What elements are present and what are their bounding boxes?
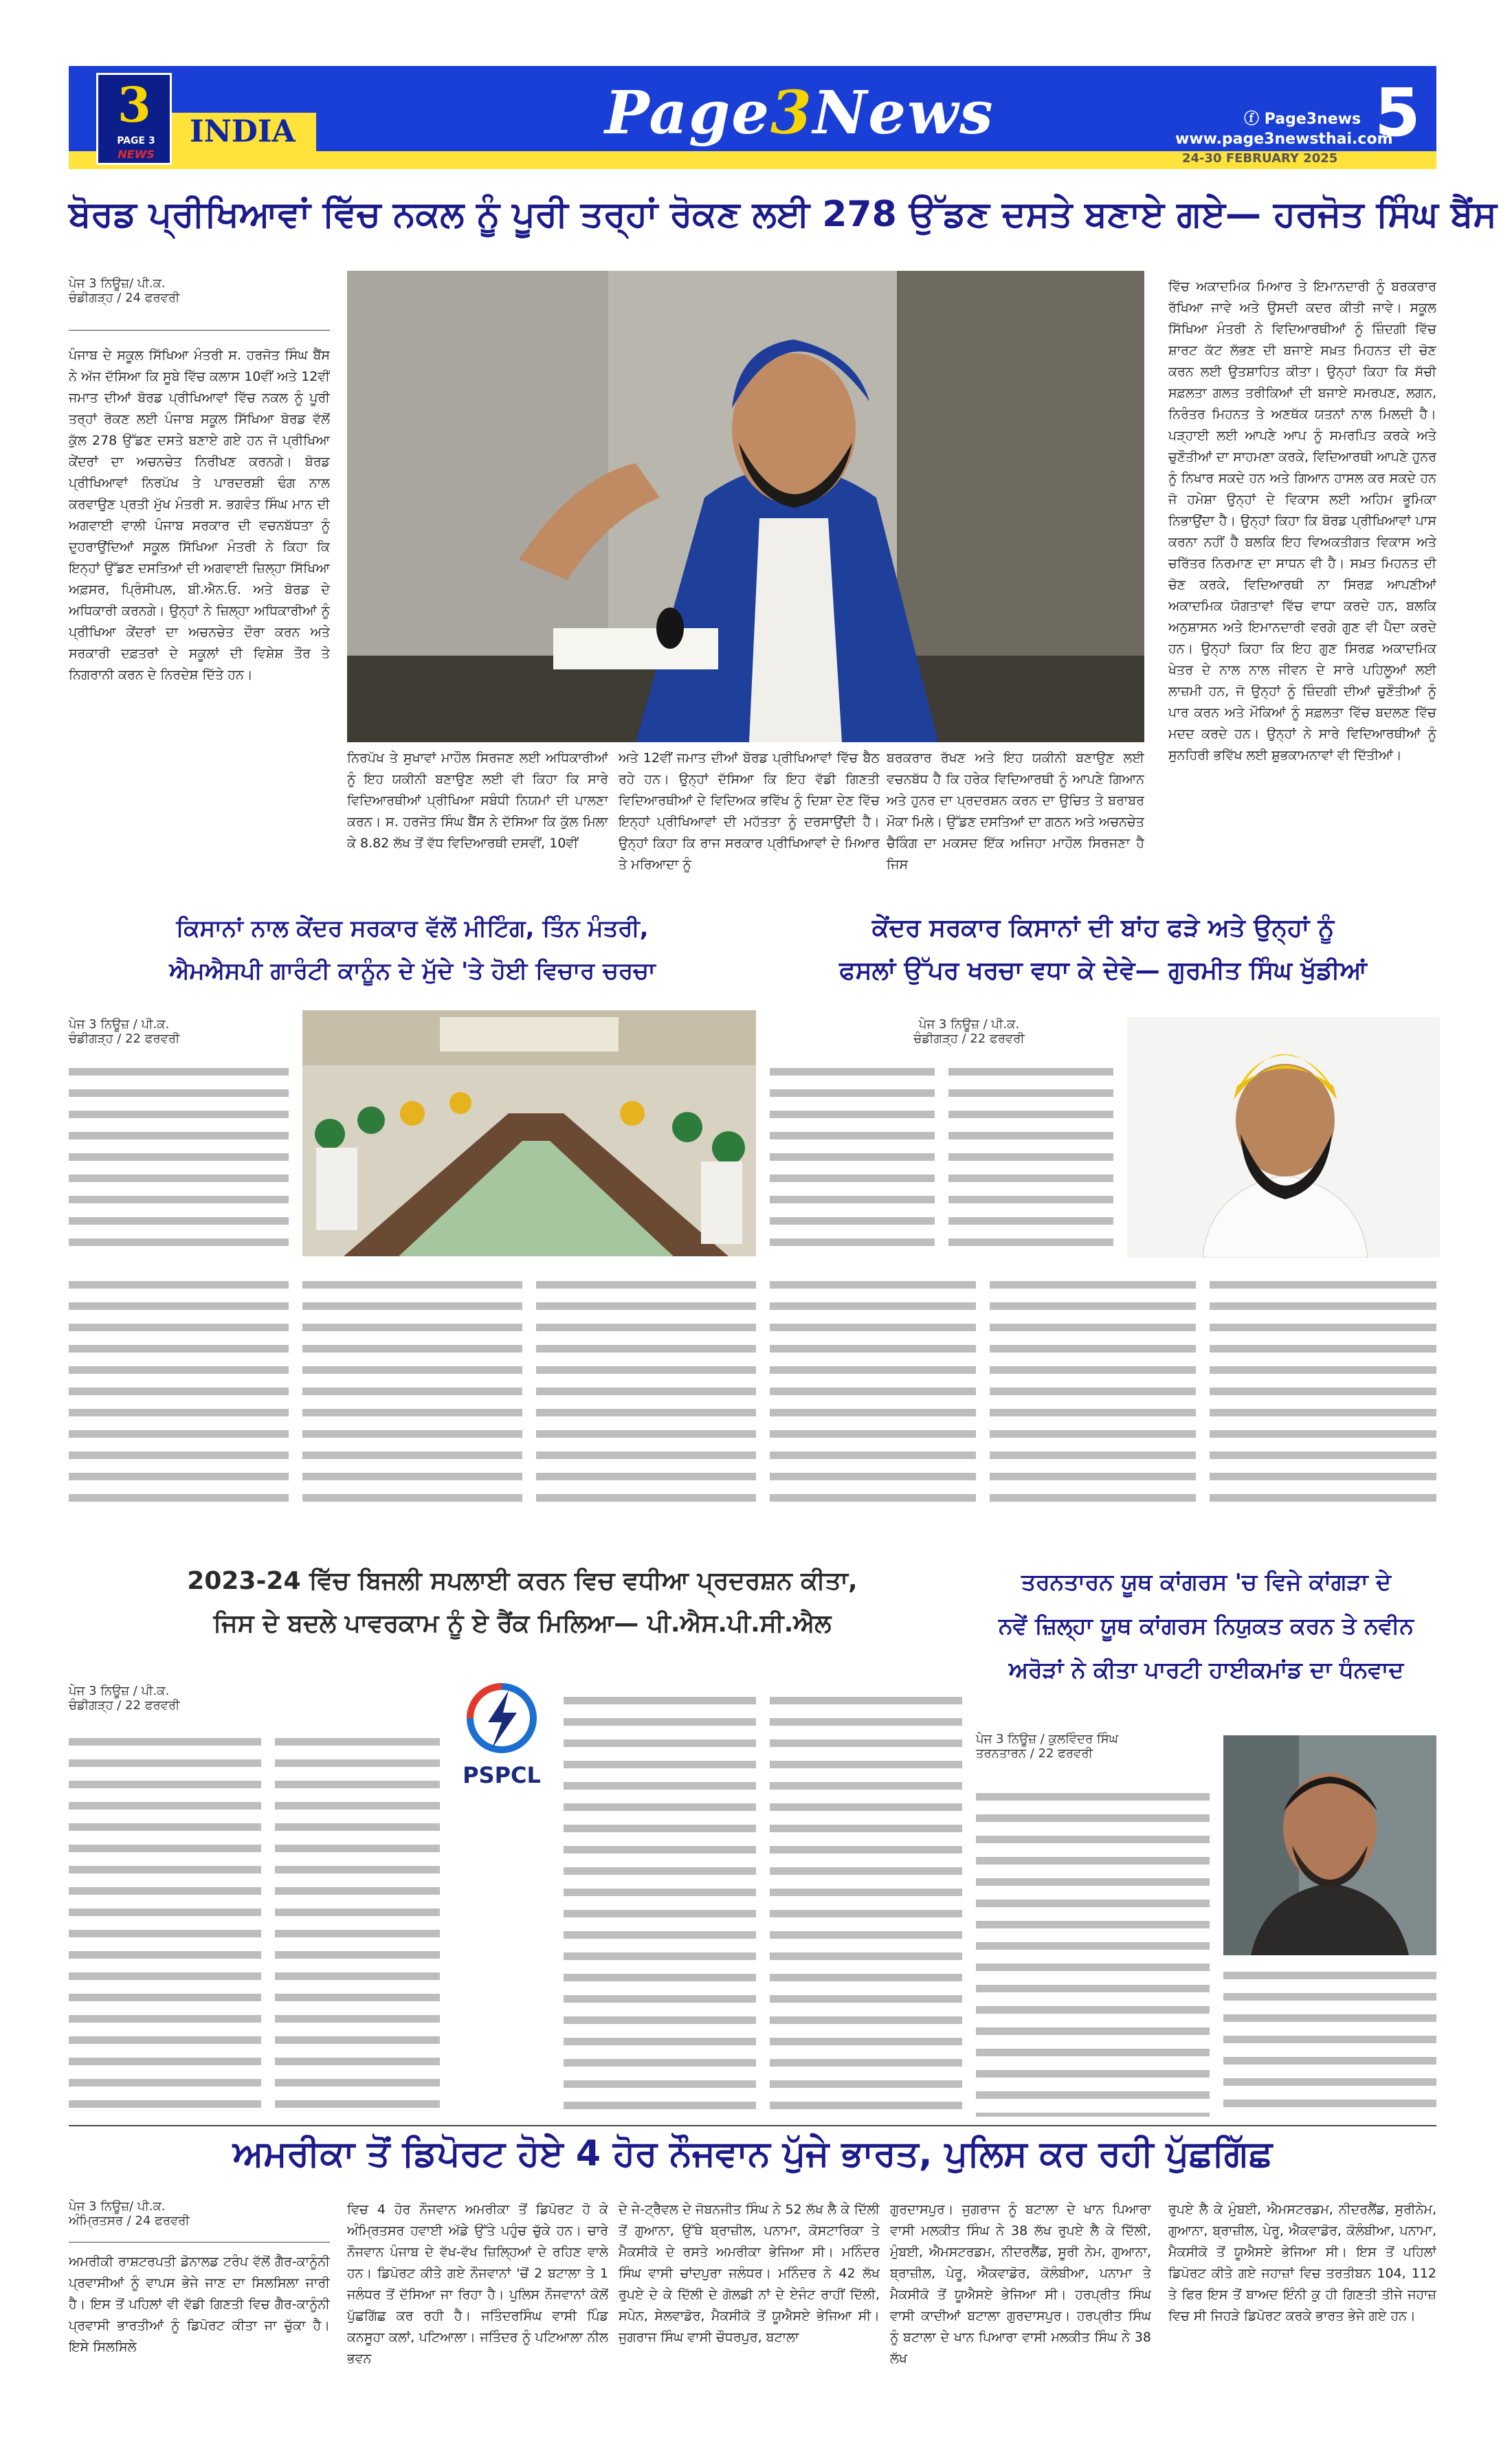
article2-headline <box>69 907 756 992</box>
facebook-handle <box>1244 107 1361 129</box>
article1-byline <box>69 276 330 305</box>
article1-col4: ਬਰਕਰਾਰ ਰੱਖਣ ਅਤੇ ਇਹ ਯਕੀਨੀ ਬਣਾਉਣ ਲਈ ਵਚਨਬੱਧ ਹੈ ਕਿ ਹਰੇਕ ਵਿਦਿਆਰਥੀ ਨੂੰ ਆਪਣੇ ਗਿਆਨ ਅਤੇ ਹੁਨਰ ਦਾ ਪ੍ਰਦਰਸ਼ਨ ਕਰਨ ਦਾ ਉਚਿਤ ਤੇ ਬਰਾਬਰ ਮੌਕਾ ਮਿਲੇ। ਉੱਡਣ ਦਸਤਿਆਂ ਦਾ ਗਠਨ ਅਤੇ ਅਚਨਚੇਤ ਚੈਕਿੰਗ ਦਾ ਮਕਸਦ ਇੱਕ ਅਜਿਹਾ ਮਾਹੌਲ ਸਿਰਜਣਾ ਹੈ ਜਿਸ <box>887 750 1144 872</box>
article5-headline-line2: ਨਵੇਂ ਜ਼ਿਲ੍ਹਾ ਯੂਥ ਕਾਂਗਰਸ ਨਿਯੁਕਤ ਕਰਨ ਤੇ ਨਵੀਨ <box>999 1612 1414 1639</box>
logo-small-text: PAGE 3 <box>117 135 155 146</box>
minister-illustration <box>347 271 1144 742</box>
brand-three: 3 <box>770 78 813 148</box>
meeting-illustration <box>302 1010 756 1256</box>
article5-text-col1 <box>976 1787 1210 2117</box>
section-rule <box>69 2125 1436 2126</box>
article3-photo-khudian <box>1127 1017 1440 1258</box>
brand-suffix: News <box>812 78 994 148</box>
article6-col5: ਰੁਪਏ ਲੈ ਕੇ ਮੁੰਬਈ, ਐਮਸਟਰਡਮ, ਨੀਦਰਲੈਂਡ, ਸੁਰੀਨੇਮ, ਗੁਆਨਾ, ਬ੍ਰਾਜ਼ੀਲ, ਪੇਰੂ, ਐਕਵਾਡੋਰ, ਕੋਲੰਬੀਆ, ਪਨਾਮਾ, ਮੈਕਸੀਕੋ ਤੋਂ ਯੂਐਸਏ ਭੇਜਿਆ ਸੀ। ਇਸ ਤੋਂ ਪਹਿਲਾਂ ਡਿਪੋਰਟ ਕੀਤੇ ਗਏ ਜਹਾਜ਼ਾਂ ਵਿਚ ਤਰਤੀਬਨ 104, 112 ਤੇ ਫਿਰ ਇਸ ਤੋਂ ਬਾਅਦ ਇੰਨੀ ਕੁ ਹੀ ਗਿਣਤੀ ਤੀਜੇ ਜਹਾਜ਼ ਵਿਚ ਸੀ ਜਿਹੜੇ ਡਿਪੋਰਟ ਕਰਕੇ ਭਾਰਤ ਭੇਜੇ ਗਏ ਹਨ। <box>1168 2202 1436 2324</box>
article5-text-col2 <box>1223 1966 1436 2117</box>
article3-byline <box>797 1017 1141 1046</box>
byline-place: ਚੰਡੀਗੜ੍ਹ / 22 ਫਰਵਰੀ <box>69 1032 180 1046</box>
article4-headline-line1: 2023-24 ਵਿੱਚ ਬਿਜਲੀ ਸਪਲਾਈ ਕਰਨ ਵਿਚ ਵਧੀਆ ਪ੍ਰਦਰਸ਼ਨ ਕੀਤਾ, <box>187 1567 858 1595</box>
naveen-illustration <box>1223 1735 1436 1955</box>
logo-number: 3 <box>118 76 151 133</box>
article3-text-col1 <box>770 1062 935 1254</box>
article1-headline: ਬੋਰਡ ਪ੍ਰੀਖਿਆਵਾਂ ਵਿੱਚ ਨਕਲ ਨੂੰ ਪੂਰੀ ਤਰ੍ਹਾਂ ਰੋਕਣ ਲਈ 278 ਉੱਡਣ ਦਸਤੇ ਬਣਾਏ ਗਏ— ਹਰਜੋਤ ਸਿੰਘ ਬੈਂਸ <box>69 194 1497 235</box>
article3-text-col5 <box>1210 1275 1436 1509</box>
article1-photo-minister <box>347 271 1144 742</box>
khudian-illustration <box>1127 1017 1440 1258</box>
byline-source: ਪੇਜ 3 ਨਿਊਜ਼ / ਪੀ.ਕ. <box>918 1017 1020 1032</box>
byline-place: ਅੰਮ੍ਰਿਤਸਰ / 24 ਫਰਵਰੀ <box>69 2214 190 2228</box>
newspaper-brand <box>605 78 994 148</box>
article3-text-col4 <box>990 1275 1196 1509</box>
article1-col3: ਅਤੇ 12ਵੀਂ ਜਮਾਤ ਦੀਆਂ ਬੋਰਡ ਪ੍ਰੀਖਿਆਵਾਂ ਵਿੱਚ ਬੈਠ ਰਹੇ ਹਨ। ਉਨ੍ਹਾਂ ਦੱਸਿਆ ਕਿ ਇਹ ਵੱਡੀ ਗਿਣਤੀ ਵਿਦਿਆਰਥੀਆਂ ਦੇ ਵਿਦਿਅਕ ਭਵਿੱਖ ਨੂੰ ਦਿਸ਼ਾ ਦੇਣ ਵਿੱਚ ਇਨ੍ਹਾਂ ਪ੍ਰੀਖਿਆਵਾਂ ਦੀ ਮਹੱਤਤਾ ਨੂੰ ਦਰਸਾਉਂਦੀ ਹੈ। ਉਨ੍ਹਾਂ ਕਿਹਾ ਕਿ ਰਾਜ ਸਰਕਾਰ ਪ੍ਰੀਖਿਆਵਾਂ ਦੇ ਮਿਆਰ ਤੇ ਮਰਿਆਦਾ ਨੂੰ <box>619 750 880 872</box>
article6-col1: ਅਮਰੀਕੀ ਰਾਸ਼ਟਰਪਤੀ ਡੋਨਾਲਡ ਟਰੰਪ ਵੱਲੋਂ ਗੈਰ-ਕਾਨੂੰਨੀ ਪ੍ਰਵਾਸੀਆਂ ਨੂੰ ਵਾਪਸ ਭੇਜੇ ਜਾਣ ਦਾ ਸਿਲਸਿਲਾ ਜਾਰੀ ਹੈ। ਇਸ ਤੋਂ ਪਹਿਲਾਂ ਵੀ ਵੱਡੀ ਗਿਣਤੀ ਵਿਚ ਗੈਰ-ਕਾਨੂੰਨੀ ਪ੍ਰਵਾਸੀ ਭਾਰਤੀਆਂ ਨੂੰ ਡਿਪੋਰਟ ਕੀਤਾ ਜਾ ਚੁੱਕਾ ਹੈ। ਇਸੇ ਸਿਲਸਿਲੇ <box>69 2254 330 2355</box>
article2-headline-line2: ਐਮਐਸਪੀ ਗਾਰੰਟੀ ਕਾਨੂੰਨ ਦੇ ਮੁੱਦੇ 'ਤੇ ਹੋਈ ਵਿਚਾਰ ਚਰਚਾ <box>169 957 656 985</box>
brand-prefix: Page <box>605 78 770 148</box>
pspcl-logo <box>454 1677 550 1794</box>
article4-text-col4 <box>770 1691 962 2117</box>
article2-photo-meeting <box>302 1010 756 1256</box>
byline-source: ਪੇਜ 3 ਨਿਊਜ਼/ ਪੀ.ਕ. <box>69 276 166 291</box>
byline-source: ਪੇਜ 3 ਨਿਊਜ਼ / ਕੁਲਵਿੰਦਰ ਸਿੰਘ <box>976 1732 1119 1746</box>
article3-text-col2 <box>948 1062 1113 1254</box>
article5-headline <box>976 1560 1436 1692</box>
article4-text-col1 <box>69 1732 261 2117</box>
article2-text-col3 <box>302 1275 522 1509</box>
article1-col5: ਵਿੱਚ ਅਕਾਦਮਿਕ ਮਿਆਰ ਤੇ ਇਮਾਨਦਾਰੀ ਨੂੰ ਬਰਕਰਾਰ ਰੱਖਿਆ ਜਾਵੇ ਅਤੇ ਉਸਦੀ ਕਦਰ ਕੀਤੀ ਜਾਵੇ। ਸਕੂਲ ਸਿੱਖਿਆ ਮੰਤਰੀ ਨੇ ਵਿਦਿਆਰਥੀਆਂ ਨੂੰ ਜ਼ਿੰਦਗੀ ਵਿੱਚ ਸ਼ਾਰਟ ਕੱਟ ਲੱਭਣ ਦੀ ਬਜਾਏ ਸਖ਼ਤ ਮਿਹਨਤ ਦੀ ਚੋਣ ਕਰਨ ਲਈ ਉਤਸ਼ਾਹਿਤ ਕੀਤਾ। ਉਨ੍ਹਾਂ ਕਿਹਾ ਕਿ ਸੱਚੀ ਸਫ਼ਲਤਾ ਗਲਤ ਤਰੀਕਿਆਂ ਦੀ ਬਜਾਏ ਸਮਰਪਣ, ਲਗਨ, ਨਿਰੰਤਰ ਮਿਹਨਤ ਤੇ ਅਣਥੱਕ ਯਤਨਾਂ ਨਾਲ ਮਿਲਦੀ ਹੈ। ਪੜ੍ਹਾਈ ਲਈ ਆਪਣੇ ਆਪ ਨੂੰ ਸਮਰਪਿਤ ਕਰਕੇ ਅਤੇ ਚੁਣੌਤੀਆਂ ਦਾ ਸਾਹਮਣਾ ਕਰਕੇ, ਵਿਦਿਆਰਥੀ ਆਪਣੇ ਹੁਨਰ ਨੂੰ ਨਿਖਾਰ ਸਕਦੇ ਹਨ ਅਤੇ ਗਿਆਨ ਹਾਸਲ ਕਰ ਸਕਦੇ ਹਨ ਜੋ ਹਮੇਸ਼ਾ ਉਨ੍ਹਾਂ ਦੇ ਵਿਕਾਸ ਲਈ ਅਹਿਮ ਭੂਮਿਕਾ ਨਿਭਾਉਂਦਾ ਹੈ। ਉਨ੍ਹਾਂ ਕਿਹਾ ਕਿ ਬੋਰਡ ਪ੍ਰੀਖਿਆਵਾਂ ਪਾਸ ਕਰਨਾ ਨਹੀਂ ਹੈ ਬਲਕਿ ਇਹ ਵਿਅਕਤੀਗਤ ਵਿਕਾਸ ਅਤੇ ਚਰਿੱਤਰ ਨਿਰਮਾਣ ਦਾ ਸਾਧਨ ਵੀ ਹੈ। ਸਖ਼ਤ ਮਿਹਨਤ ਦੀ ਚੋਣ ਕਰਕੇ, ਵਿਦਿਆਰਥੀ ਨਾ ਸਿਰਫ਼ ਆਪਣੀਆਂ ਅਕਾਦਮਿਕ ਯੋਗਤਾਵਾਂ ਵਿੱਚ ਵਾਧਾ ਕਰਦੇ ਹਨ, ਬਲਕਿ ਅਨੁਸ਼ਾਸਨ ਅਤੇ ਇਮਾਨਦਾਰੀ ਵਰਗੇ ਗੁਣ ਵੀ ਪੈਦਾ ਕਰਦੇ ਹਨ। ਉਨ੍ਹਾਂ ਕਿਹਾ ਕਿ ਇਹ ਗੁਣ ਸਿਰਫ਼ ਅਕਾਦਮਿਕ ਖੇਤਰ ਦੇ ਨਾਲ ਨਾਲ ਜੀਵਨ ਦੇ ਸਾਰੇ ਪਹਿਲੂਆਂ ਲਈ ਲਾਜ਼ਮੀ ਹਨ, ਜੋ ਉਨ੍ਹਾਂ ਨੂੰ ਜ਼ਿੰਦਗੀ ਦੀਆਂ ਚੁਣੌਤੀਆਂ ਨੂੰ ਪਾਰ ਕਰਨ ਅਤੇ ਮੌਕਿਆਂ ਨੂੰ ਸਫ਼ਲਤਾ ਵਿੱਚ ਬਦਲਣ ਵਿੱਚ ਮਦਦ ਕਰਦੇ ਹਨ। ਉਨ੍ਹਾਂ ਨੇ ਸਾਰੇ ਵਿਦਿਆਰਥੀਆਂ ਨੂੰ ਸੁਨਹਿਰੀ ਭਵਿੱਖ ਲਈ ਸ਼ੁਭਕਾਮਨਾਵਾਂ ਵੀ ਦਿੱਤੀਆਂ। <box>1168 279 1436 763</box>
byline-source: ਪੇਜ 3 ਨਿਊਜ਼/ ਪੀ.ਕ. <box>69 2199 166 2214</box>
article4-headline-line2: ਜਿਸ ਦੇ ਬਦਲੇ ਪਾਵਰਕਾਮ ਨੂੰ ਏ ਰੈਂਕ ਮਿਲਿਆ— ਪੀ.ਐਸ.ਪੀ.ਸੀ.ਐਲ <box>213 1610 832 1638</box>
byline-rule <box>69 330 330 331</box>
article3-headline <box>770 907 1436 992</box>
byline-place: ਚੰਡੀਗੜ੍ਹ / 24 ਫਰਵਰੀ <box>69 291 180 305</box>
article2-text-col2 <box>69 1275 289 1509</box>
article6-col2: ਵਿਚ 4 ਹੋਰ ਨੌਜਵਾਨ ਅਮਰੀਕਾ ਤੋਂ ਡਿਪੋਰਟ ਹੋ ਕੇ ਅੰਮ੍ਰਿਤਸਰ ਹਵਾਈ ਅੱਡੇ ਉੱਤੇ ਪਹੁੰਚ ਚੁੱਕੇ ਹਨ। ਚਾਰੇ ਨੌਜਵਾਨ ਪੰਜਾਬ ਦੇ ਵੱਖ-ਵੱਖ ਜ਼ਿਲ੍ਹਿਆਂ ਦੇ ਰਹਿਣ ਵਾਲੇ ਹਨ। ਡਿਪੋਰਟ ਕੀਤੇ ਗਏ ਨੌਜਵਾਨਾਂ 'ਚੋਂ 2 ਬਟਾਲਾ ਤੇ 1 ਜਲੰਧਰ ਤੋਂ ਦੱਸਿਆ ਜਾ ਰਿਹਾ ਹੈ। ਪੁਲਿਸ ਨੌਜਵਾਨਾਂ ਕੋਲੋਂ ਪੁੱਛਗਿੱਛ ਕਰ ਰਹੀ ਹੈ। ਜਤਿੰਦਰਸਿੰਘ ਵਾਸੀ ਪਿੰਡ ਕਨਸੂਹਾ ਕਲਾਂ, ਪਟਿਆਲਾ। ਜਤਿੰਦਰ ਨੂੰ ਪਟਿਆਲਾ ਨੀਲ ਭਵਨ <box>347 2202 608 2366</box>
article5-photo-naveen <box>1223 1735 1436 1955</box>
article5-headline-line3: ਅਰੋੜਾਂ ਨੇ ਕੀਤਾ ਪਾਰਟੀ ਹਾਈਕਮਾਂਡ ਦਾ ਧੰਨਵਾਦ <box>1008 1656 1404 1683</box>
article2-text-col1 <box>69 1062 289 1254</box>
article4-text-col2 <box>275 1732 440 2117</box>
byline-place: ਚੰਡੀਗੜ੍ਹ / 22 ਫਰਵਰੀ <box>69 1698 180 1713</box>
article3-headline-line2: ਫਸਲਾਂ ਉੱਪਰ ਖਰਚਾ ਵਧਾ ਕੇ ਦੇਵੇ— ਗੁਰਮੀਤ ਸਿੰਘ ਖੁੱਡੀਆਂ <box>839 957 1367 985</box>
country-label: INDIA <box>190 114 296 149</box>
page-number: 5 <box>1375 74 1421 151</box>
article3-text-col3 <box>770 1275 976 1509</box>
facebook-handle-text: Page3news <box>1264 111 1361 128</box>
article2-byline <box>69 1017 275 1046</box>
article5-byline <box>976 1732 1210 1761</box>
logo-news-text: NEWS <box>118 148 155 161</box>
byline-source: ਪੇਜ 3 ਨਿਊਜ਼ / ਪੀ.ਕ. <box>69 1684 170 1698</box>
byline-place: ਚੰਡੀਗੜ੍ਹ / 22 ਫਰਵਰੀ <box>913 1032 1025 1046</box>
byline-rule <box>69 2242 330 2243</box>
article1-col1: ਪੰਜਾਬ ਦੇ ਸਕੂਲ ਸਿੱਖਿਆ ਮੰਤਰੀ ਸ. ਹਰਜੋਤ ਸਿੰਘ ਬੈਂਸ ਨੇ ਅੱਜ ਦੱਸਿਆ ਕਿ ਸੂਬੇ ਵਿੱਚ ਕਲਾਸ 10ਵੀਂ ਅਤੇ 12ਵੀਂ ਜਮਾਤ ਦੀਆਂ ਬੋਰਡ ਪ੍ਰੀਖਿਆਵਾਂ ਵਿੱਚ ਨਕਲ ਨੂੰ ਪੂਰੀ ਤਰ੍ਹਾਂ ਰੋਕਣ ਲਈ ਪੰਜਾਬ ਸਕੂਲ ਸਿੱਖਿਆ ਬੋਰਡ ਵੱਲੋਂ ਕੁੱਲ 278 ਉੱਡਣ ਦਸਤੇ ਬਣਾਏ ਗਏ ਹਨ ਜੋ ਪ੍ਰੀਖਿਆ ਕੇਂਦਰਾਂ ਦਾ ਅਚਨਚੇਤ ਨਿਰੀਖਣ ਕਰਨਗੇ। ਬੋਰਡ ਪ੍ਰੀਖਿਆਵਾਂ ਨਿਰਪੱਖ ਤੇ ਪਾਰਦਰਸ਼ੀ ਢੰਗ ਨਾਲ ਕਰਵਾਉਣ ਪ੍ਰਤੀ ਮੁੱਖ ਮੰਤਰੀ ਸ. ਭਗਵੰਤ ਸਿੰਘ ਮਾਨ ਦੀ ਅਗਵਾਈ ਵਾਲੀ ਪੰਜਾਬ ਸਰਕਾਰ ਦੀ ਵਚਨਬੱਧਤਾ ਨੂੰ ਦੁਹਰਾਉਂਦਿਆਂ ਸਕੂਲ ਸਿੱਖਿਆ ਮੰਤਰੀ ਨੇ ਕਿਹਾ ਕਿ ਇਨ੍ਹਾਂ ਉੱਡਣ ਦਸਤਿਆਂ ਦੀ ਅਗਵਾਈ ਜ਼ਿਲ੍ਹਾ ਸਿੱਖਿਆ ਅਫ਼ਸਰ, ਪ੍ਰਿੰਸੀਪਲ, ਬੀ.ਐਨ.ਓ. ਅਤੇ ਬੋਰਡ ਦੇ ਅਧਿਕਾਰੀ ਕਰਨਗੇ। ਉਨ੍ਹਾਂ ਨੇ ਜ਼ਿਲ੍ਹਾ ਅਧਿਕਾਰੀਆਂ ਨੂੰ ਪ੍ਰੀਖਿਆ ਕੇਂਦਰਾਂ ਦਾ ਅਚਨਚੇਤ ਦੌਰਾ ਕਰਨ ਅਤੇ ਸਰਕਾਰੀ ਦਫ਼ਤਰਾਂ ਦੇ ਸਕੂਲਾਂ ਦੀ ਵਿਸ਼ੇਸ਼ ਤੌਰ ਤੇ ਨਿਗਰਾਨੀ ਕਰਨ ਦੇ ਨਿਰਦੇਸ਼ ਦਿੱਤੇ ਹਨ। <box>69 348 330 682</box>
page3-logo <box>96 73 172 165</box>
article6-col4: ਗੁਰਦਾਸਪੁਰ। ਜੁਗਰਾਜ ਨੂੰ ਬਟਾਲਾ ਦੇ ਖਾਨ ਪਿਆਰਾ ਵਾਸੀ ਮਲਕੀਤ ਸਿੰਘ ਨੇ 38 ਲੱਖ ਰੁਪਏ ਲੈ ਕੇ ਦਿੱਲੀ, ਮੁੰਬਈ, ਐਮਸਟਰਡਮ, ਨੀਦਰਲੈਂਡ, ਸੂਰੀ ਨੇਮ, ਗੁਆਨਾ, ਬ੍ਰਾਜ਼ੀਲ, ਪੇਰੂ, ਐਕਵਾਡੋਰ, ਕੋਲੰਬੀਆ, ਪਨਾਮਾ ਤੇ ਮੈਕਸੀਕੋ ਤੋਂ ਯੂਐਸਏ ਭੇਜਿਆ ਸੀ। ਹਰਪ੍ਰੀਤ ਸਿੰਘ ਵਾਸੀ ਕਾਦੀਆਂ ਬਟਾਲਾ ਗੁਰਦਾਸਪੁਰ। ਹਰਪ੍ਰੀਤ ਸਿੰਘ ਨੂੰ ਬਟਾਲਾ ਦੇ ਖਾਨ ਪਿਆਰਾ ਵਾਸੀ ਮਲਕੀਤ ਸਿੰਘ ਨੇ 38 ਲੱਖ <box>890 2202 1151 2366</box>
byline-source: ਪੇਜ 3 ਨਿਊਜ਼ / ਪੀ.ਕ. <box>69 1017 170 1032</box>
article2-headline-line1: ਕਿਸਾਨਾਂ ਨਾਲ ਕੇਂਦਰ ਸਰਕਾਰ ਵੱਲੋਂ ਮੀਟਿੰਗ, ਤਿੰਨ ਮੰਤਰੀ, <box>176 915 649 942</box>
article6-headline: ਅਮਰੀਕਾ ਤੋਂ ਡਿਪੋਰਟ ਹੋਏ 4 ਹੋਰ ਨੌਜਵਾਨ ਪੁੱਜੇ ਭਾਰਤ, ਪੁਲਿਸ ਕਰ ਰਹੀ ਪੁੱਛਗਿੱਛ <box>232 2133 1273 2174</box>
article4-text-col3 <box>564 1691 756 2117</box>
facebook-icon: ⓕ <box>1244 111 1260 128</box>
masthead <box>69 66 1436 169</box>
article4-headline <box>69 1560 976 1645</box>
article1-col2: ਨਿਰਪੱਖ ਤੇ ਸੁਖਾਵਾਂ ਮਾਹੌਲ ਸਿਰਜਣ ਲਈ ਅਧਿਕਾਰੀਆਂ ਨੂੰ ਇਹ ਯਕੀਨੀ ਬਣਾਉਣ ਲਈ ਵੀ ਕਿਹਾ ਕਿ ਸਾਰੇ ਵਿਦਿਆਰਥੀਆਂ ਪ੍ਰੀਖਿਆ ਸਬੰਧੀ ਨਿਯਮਾਂ ਦੀ ਪਾਲਣਾ ਕਰਨ। ਸ. ਹਰਜੋਤ ਸਿੰਘ ਬੈਂਸ ਨੇ ਦੱਸਿਆ ਕਿ ਕੁੱਲ ਮਿਲਾ ਕੇ 8.82 ਲੱਖ ਤੋਂ ਵੱਧ ਵਿਦਿਆਰਥੀ ਦਸਵੀਂ, 10ਵੀਂ <box>347 750 608 851</box>
pspcl-bolt-icon <box>454 1677 550 1759</box>
pspcl-logo-text: PSPCL <box>463 1762 541 1788</box>
article6-col3: ਦੇ ਜੇ-ਟ੍ਰੈਵਲ ਦੇ ਜੋਬਨਜੀਤ ਸਿੰਘ ਨੇ 52 ਲੱਖ ਲੈ ਕੇ ਦਿੱਲੀ ਤੋਂ ਗੁਆਨਾ, ਉੱਥੇ ਬ੍ਰਾਜ਼ੀਲ, ਪਨਾਮਾ, ਕੋਸਟਾਰਿਕਾ ਤੇ ਮੈਕਸੀਕੋ ਦੇ ਰਸਤੇ ਅਮਰੀਕਾ ਭੇਜਿਆ ਸੀ। ਮਨਿੰਦਰ ਸਿੰਘ ਵਾਸੀ ਚਾਂਦਪੁਰਾ ਜਲੰਧਰ। ਮਨਿੰਦਰ ਨੇ 42 ਲੱਖ ਰੁਪਏ ਦੇ ਕੇ ਦਿੱਲੀ ਦੇ ਗੋਲਡੀ ਨਾਂ ਦੇ ਏਜੰਟ ਰਾਹੀਂ ਦਿੱਲੀ, ਸਪੇਨ, ਸੇਲਵਾਡੋਰ, ਮੈਕਸੀਕੋ ਤੋਂ ਯੂਐਸਏ ਭੇਜਿਆ ਸੀ। ਜੁਗਰਾਜ ਸਿੰਘ ਵਾਸੀ ਚੌਧਰਪੁਰ, ਬਟਾਲਾ <box>619 2202 880 2345</box>
article4-byline <box>69 1684 275 1713</box>
byline-place: ਤਰਨਤਾਰਨ / 22 ਫਰਵਰੀ <box>976 1746 1093 1761</box>
article3-headline-line1: ਕੇਂਦਰ ਸਰਕਾਰ ਕਿਸਾਨਾਂ ਦੀ ਬਾਂਹ ਫੜੇ ਅਤੇ ਉਨ੍ਹਾਂ ਨੂੰ <box>871 914 1335 942</box>
website-url: www.page3newsthai.com <box>1175 131 1393 148</box>
article6-byline <box>69 2199 330 2228</box>
issue-date: 24-30 FEBRUARY 2025 <box>1182 151 1338 166</box>
article2-text-col4 <box>536 1275 756 1509</box>
article5-headline-line1: ਤਰਨਤਾਰਨ ਯੂਥ ਕਾਂਗਰਸ 'ਚ ਵਿਜੇ ਕਾਂਗੜਾ ਦੇ <box>1021 1568 1391 1595</box>
